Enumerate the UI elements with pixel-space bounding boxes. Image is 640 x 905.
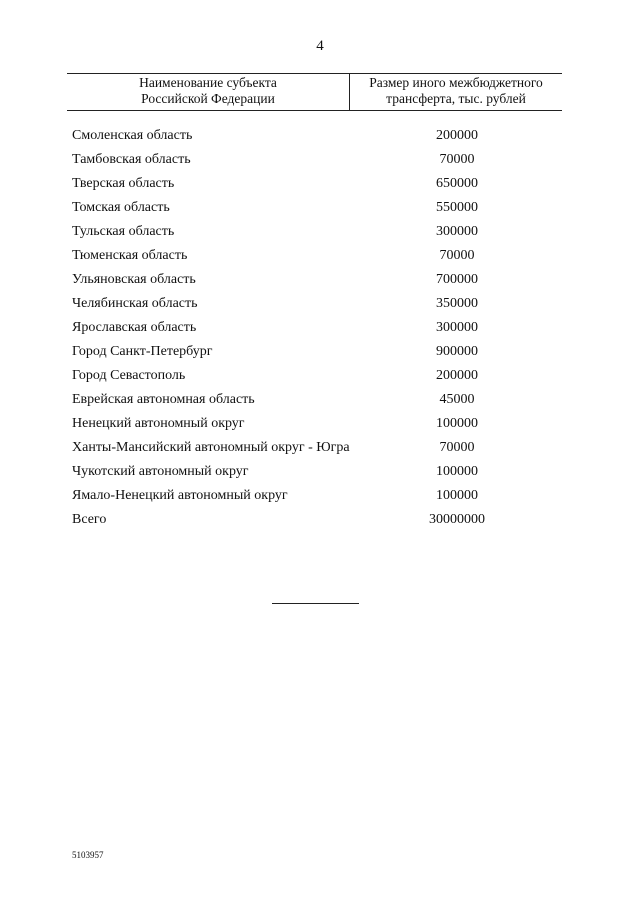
transfer-amount: 700000 [436, 272, 478, 287]
table-row [72, 248, 562, 264]
table-row [72, 128, 562, 144]
table-row [72, 392, 562, 408]
transfer-amount: 100000 [436, 488, 478, 503]
region-name: Тверская область [72, 176, 175, 191]
region-name: Город Санкт-Петербург [72, 344, 213, 359]
end-rule [272, 603, 359, 604]
column-header-amount [350, 75, 562, 107]
transfer-amount: 300000 [436, 224, 478, 239]
table-row [72, 464, 562, 480]
transfer-amount: 70000 [439, 440, 475, 455]
transfer-amount: 300000 [436, 320, 478, 335]
region-name: Тамбовская область [72, 152, 191, 167]
region-name: Всего [72, 512, 107, 527]
transfer-amount: 100000 [436, 464, 478, 479]
table-row [72, 296, 562, 312]
table-row [72, 440, 562, 456]
table-row [72, 152, 562, 168]
column-header-amount-line1: Размер иного межбюджетного [369, 75, 543, 90]
transfer-amount: 900000 [436, 344, 478, 359]
table-row [72, 344, 562, 360]
table-row [72, 488, 562, 504]
region-name: Тюменская область [72, 248, 188, 263]
transfer-amount: 200000 [436, 128, 478, 143]
table-row [72, 200, 562, 216]
region-name: Ямало-Ненецкий автономный округ [72, 488, 288, 503]
header-top-rule [67, 73, 562, 74]
region-name: Ярославская область [72, 320, 197, 335]
transfer-amount: 45000 [439, 392, 475, 407]
document-code: 5103957 [72, 850, 104, 860]
table-row [72, 512, 562, 528]
table-row [72, 368, 562, 384]
transfer-amount: 350000 [436, 296, 478, 311]
header-bottom-rule [67, 110, 562, 111]
region-name: Смоленская область [72, 128, 193, 143]
table-row [72, 272, 562, 288]
region-name: Город Севастополь [72, 368, 186, 383]
transfer-amount: 30000000 [429, 512, 485, 527]
region-name: Томская область [72, 200, 170, 215]
table-row [72, 320, 562, 336]
transfer-amount: 70000 [439, 248, 475, 263]
region-name: Чукотский автономный округ [72, 464, 249, 479]
transfer-amount: 70000 [439, 152, 475, 167]
column-header-subject-line2: Российской Федерации [141, 91, 275, 106]
table-row [72, 176, 562, 192]
table-row [72, 224, 562, 240]
region-name: Еврейская автономная область [72, 392, 255, 407]
table-row [72, 416, 562, 432]
column-header-subject-line1: Наименование субъекта [139, 75, 277, 90]
region-name: Ненецкий автономный округ [72, 416, 245, 431]
region-name: Ханты-Мансийский автономный округ - Югра [72, 440, 350, 455]
table-body [72, 128, 562, 536]
transfer-amount: 550000 [436, 200, 478, 215]
transfer-amount: 100000 [436, 416, 478, 431]
page-number: 4 [316, 38, 324, 54]
transfer-amount: 200000 [436, 368, 478, 383]
column-header-subject [67, 75, 349, 107]
region-name: Тульская область [72, 224, 175, 239]
column-header-amount-line2: трансферта, тыс. рублей [386, 91, 526, 106]
transfer-amount: 650000 [436, 176, 478, 191]
region-name: Ульяновская область [72, 272, 196, 287]
region-name: Челябинская область [72, 296, 198, 311]
